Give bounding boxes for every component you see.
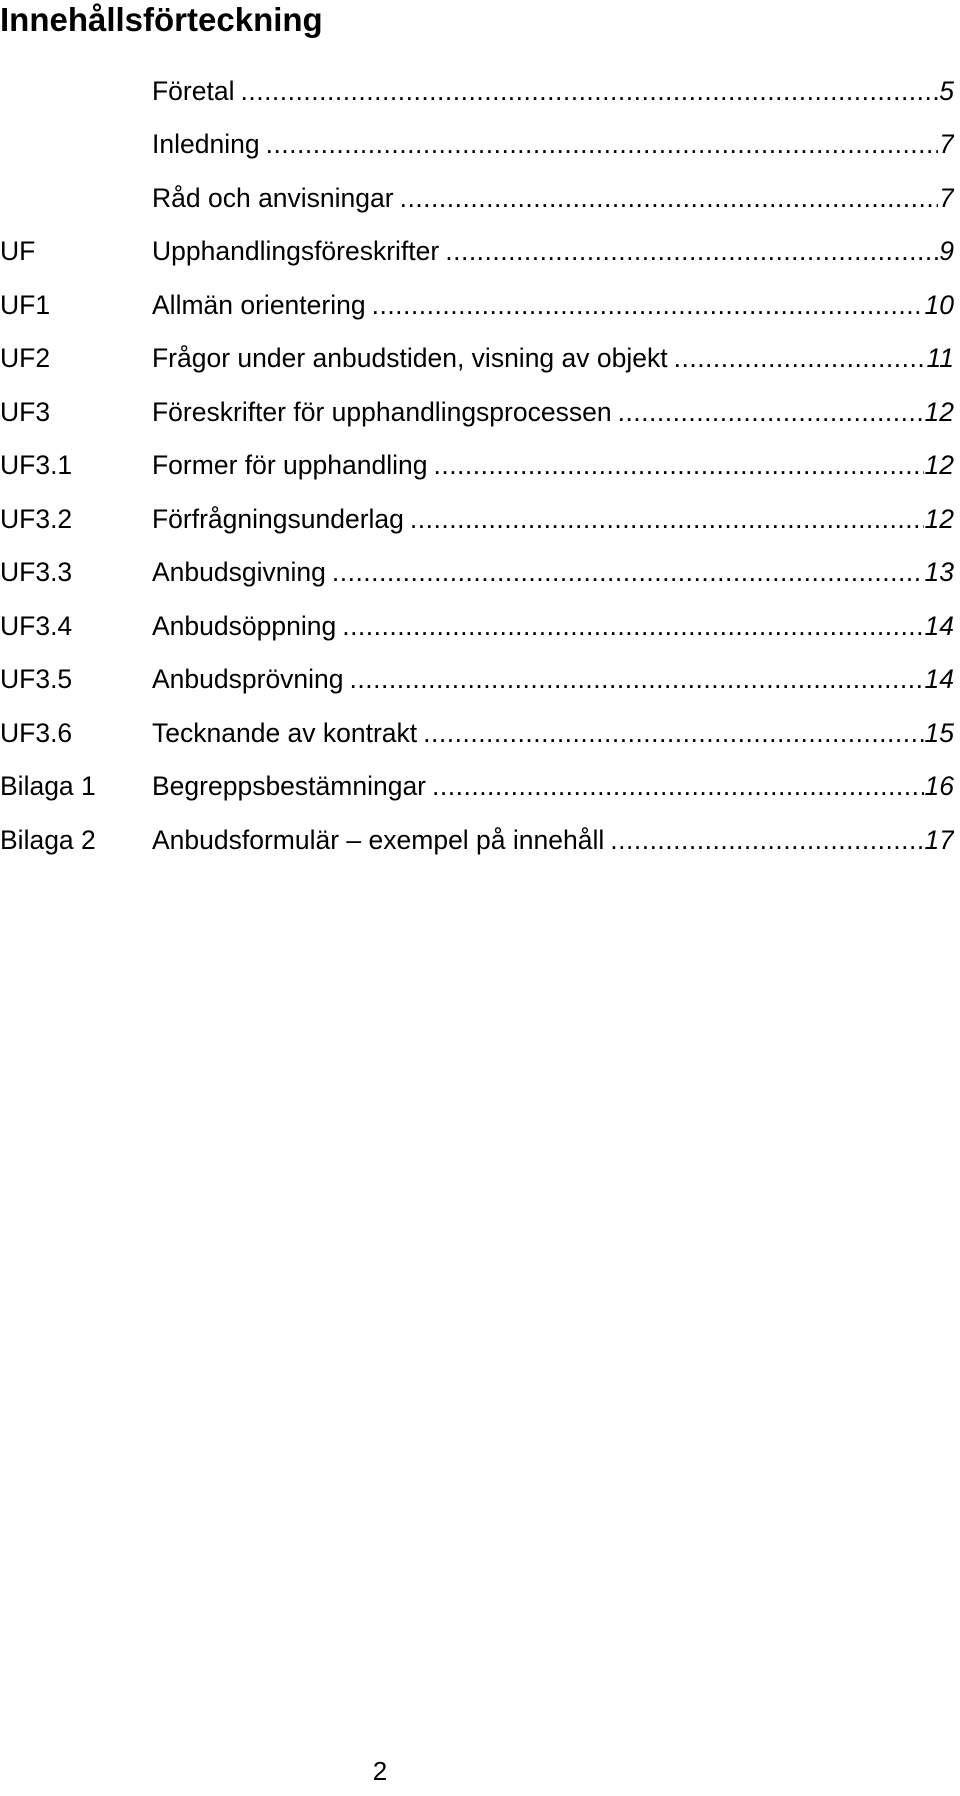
toc-entry-code: UF3.5 — [0, 664, 73, 695]
toc-entry[interactable] — [0, 171, 954, 225]
toc-entry-page: 9 — [939, 236, 954, 267]
dot-leader — [610, 825, 923, 855]
toc-entry-code: UF3.3 — [0, 557, 73, 588]
toc-entry-code: UF — [0, 236, 36, 267]
dot-leader — [332, 557, 924, 587]
toc-entry-page: 12 — [924, 503, 954, 534]
page-number: 2 — [372, 1756, 388, 1786]
dot-leader — [618, 397, 924, 427]
toc-entry-page: 15 — [924, 717, 954, 748]
dot-leader — [266, 129, 939, 159]
toc-entry-code: UF3 — [0, 396, 51, 427]
dot-leader — [400, 183, 939, 213]
toc-entry[interactable] — [0, 439, 954, 493]
toc-entry-page: 13 — [924, 557, 954, 588]
toc-entry[interactable] — [0, 278, 954, 332]
toc-entry-title: Former för upphandling — [152, 450, 428, 481]
toc-entry[interactable] — [0, 599, 954, 653]
toc-entry-code: UF3.1 — [0, 450, 73, 481]
toc-entry[interactable] — [0, 760, 954, 814]
dot-leader — [350, 664, 924, 694]
dot-leader — [342, 611, 923, 641]
dot-leader — [240, 76, 938, 106]
toc-entry-title: Allmän orientering — [152, 289, 366, 320]
toc-entry-title: Anbudsformulär – exempel på innehåll — [152, 824, 605, 855]
toc-entry-title: Anbudsöppning — [152, 610, 337, 641]
toc-entry[interactable] — [0, 64, 954, 118]
dot-leader — [674, 343, 926, 373]
dot-leader — [445, 236, 938, 266]
toc-entry-title: Anbudsgivning — [152, 557, 326, 588]
toc-entry[interactable] — [0, 492, 954, 546]
toc-heading: Innehållsförteckning — [0, 1, 323, 38]
table-of-contents — [0, 64, 954, 867]
toc-entry-title: Upphandlingsföreskrifter — [152, 236, 440, 267]
toc-entry[interactable] — [0, 225, 954, 279]
dot-leader — [433, 450, 923, 480]
toc-entry-page: 10 — [924, 289, 954, 320]
toc-entry[interactable] — [0, 332, 954, 386]
toc-entry-title: Anbudsprövning — [152, 664, 344, 695]
toc-entry[interactable] — [0, 813, 954, 867]
toc-entry-code: UF1 — [0, 289, 51, 320]
toc-entry-page: 14 — [924, 610, 954, 641]
toc-entry-page: 12 — [924, 396, 954, 427]
toc-entry[interactable] — [0, 385, 954, 439]
dot-leader — [372, 290, 924, 320]
dot-leader — [432, 771, 924, 801]
toc-entry[interactable] — [0, 118, 954, 172]
dot-leader — [410, 504, 924, 534]
toc-entry-code: Bilaga 2 — [0, 824, 96, 855]
toc-entry-code: UF2 — [0, 343, 51, 374]
toc-entry-page: 5 — [939, 75, 954, 106]
toc-entry[interactable] — [0, 706, 954, 760]
toc-entry-title: Förfrågningsunderlag — [152, 503, 404, 534]
toc-entry-title: Inledning — [152, 129, 260, 160]
toc-entry-code: UF3.6 — [0, 717, 73, 748]
toc-entry-page: 12 — [924, 450, 954, 481]
toc-entry-title: Föreskrifter för upphandlingsprocessen — [152, 396, 612, 427]
dot-leader — [423, 718, 923, 748]
toc-entry-code: Bilaga 1 — [0, 771, 96, 802]
toc-entry[interactable] — [0, 546, 954, 600]
toc-entry[interactable] — [0, 653, 954, 707]
toc-entry-code: UF3.2 — [0, 503, 73, 534]
toc-entry-code: UF3.4 — [0, 610, 73, 641]
toc-entry-title: Företal — [152, 75, 235, 106]
toc-entry-title: Tecknande av kontrakt — [152, 717, 418, 748]
toc-entry-title: Råd och anvisningar — [152, 182, 394, 213]
toc-entry-title: Begreppsbestämningar — [152, 771, 427, 802]
toc-entry-page: 7 — [939, 182, 954, 213]
toc-entry-page: 16 — [924, 771, 954, 802]
toc-entry-page: 17 — [924, 824, 954, 855]
toc-entry-page: 11 — [926, 343, 954, 374]
toc-entry-page: 14 — [924, 664, 954, 695]
toc-entry-page: 7 — [939, 129, 954, 160]
toc-entry-title: Frågor under anbudstiden, visning av objekt — [152, 343, 668, 374]
